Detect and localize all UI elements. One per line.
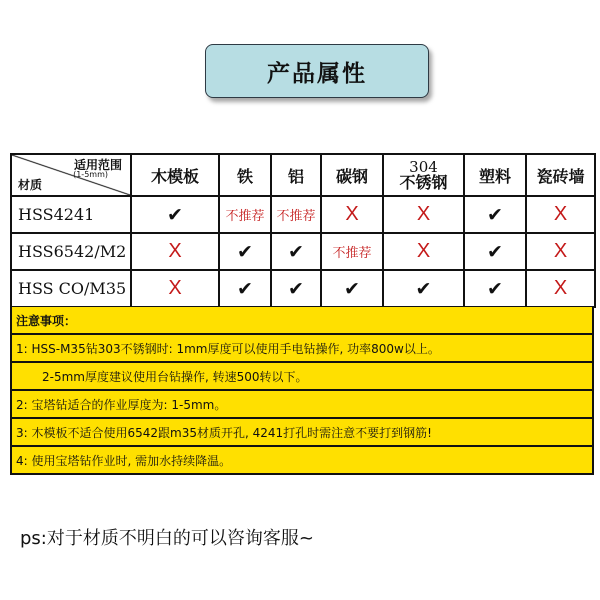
check-icon: ✔ <box>487 240 503 263</box>
cross-mark-cell <box>526 270 595 307</box>
not-recommended-label: 不推荐 <box>276 209 316 224</box>
check-icon: ✔ <box>487 203 503 226</box>
table-row <box>11 233 595 270</box>
check-mark-cell <box>219 270 271 307</box>
note-item: 3: 木模板不适合使用6542跟m35材质开孔, 4241打孔时需注意不要打到钢筋! <box>12 419 592 447</box>
material-cell: HSS4241 <box>11 196 131 233</box>
note-item: 2: 宝塔钻适合的作业厚度为: 1-5mm。 <box>12 391 592 419</box>
note-item: 1: HSS-M35钻303不锈钢时: 1mm厚度可以使用手电钻操作, 功率800w以上。 <box>12 335 592 363</box>
check-icon: ✔ <box>415 277 432 300</box>
material-cell: HSS CO/M35 <box>11 270 131 307</box>
corner-range-sub: (1-5mm) <box>73 170 108 179</box>
check-mark-cell <box>219 233 271 270</box>
cross-icon: X <box>553 203 568 225</box>
cross-mark-cell <box>321 196 383 233</box>
corner-range-label: 适用范围 <box>73 158 122 172</box>
col-header-304-number: 304 <box>409 158 438 176</box>
table-row <box>11 196 595 233</box>
product-attribute-table <box>10 153 596 308</box>
check-icon: ✔ <box>487 277 503 300</box>
check-icon: ✔ <box>237 240 253 263</box>
cross-mark-cell <box>526 233 595 270</box>
cross-mark-cell <box>383 196 464 233</box>
check-mark-cell <box>464 196 526 233</box>
notes-heading: 注意事项： <box>12 307 592 335</box>
material-cell: HSS6542/M2 <box>11 233 131 270</box>
not-recommended-label: 不推荐 <box>225 209 265 224</box>
page-title: 产品属性 <box>205 44 429 98</box>
col-header-wood: 木模板 <box>131 154 219 196</box>
check-mark-cell <box>464 270 526 307</box>
check-icon: ✔ <box>288 240 304 263</box>
col-header-carbon-steel: 碳钢 <box>321 154 383 196</box>
check-mark-cell <box>271 270 321 307</box>
not-recommended-cell <box>219 196 271 233</box>
check-mark-cell <box>383 270 464 307</box>
check-mark-cell <box>131 196 219 233</box>
cross-mark-cell <box>131 270 219 307</box>
cross-mark-cell <box>526 196 595 233</box>
col-header-stainless-label: 不锈钢 <box>399 173 448 192</box>
col-header-aluminum: 铝 <box>271 154 321 196</box>
cross-mark-cell <box>383 233 464 270</box>
col-header-tile-wall: 瓷砖墙 <box>526 154 595 196</box>
check-mark-cell <box>271 233 321 270</box>
check-icon: ✔ <box>344 277 360 300</box>
cross-icon: X <box>416 240 431 262</box>
cross-icon: X <box>416 203 431 225</box>
check-mark-cell <box>321 270 383 307</box>
check-icon: ✔ <box>237 277 253 300</box>
col-header-iron: 铁 <box>219 154 271 196</box>
note-item: 4: 使用宝塔钻作业时, 需加水持续降温。 <box>12 447 592 473</box>
col-header-plastic: 塑料 <box>464 154 526 196</box>
col-header-304-stainless <box>383 154 464 196</box>
cross-icon: X <box>168 240 182 262</box>
notes-panel <box>10 307 594 475</box>
note-item: 2-5mm厚度建议使用台钻操作, 转速500转以下。 <box>12 363 592 391</box>
table-row <box>11 270 595 307</box>
table-header-row <box>11 154 595 196</box>
not-recommended-cell <box>271 196 321 233</box>
corner-material-label: 材质 <box>18 178 43 192</box>
check-mark-cell <box>464 233 526 270</box>
check-icon: ✔ <box>288 277 304 300</box>
cross-mark-cell <box>131 233 219 270</box>
cross-icon: X <box>168 277 182 299</box>
cross-icon: X <box>345 203 359 225</box>
check-icon: ✔ <box>167 203 183 226</box>
cross-icon: X <box>553 240 568 262</box>
ps-footer-note: ps:对于材质不明白的可以咨询客服~ <box>20 528 314 549</box>
cross-icon: X <box>553 277 568 299</box>
not-recommended-label: 不推荐 <box>332 246 372 261</box>
not-recommended-cell <box>321 233 383 270</box>
corner-header-cell <box>11 154 131 196</box>
